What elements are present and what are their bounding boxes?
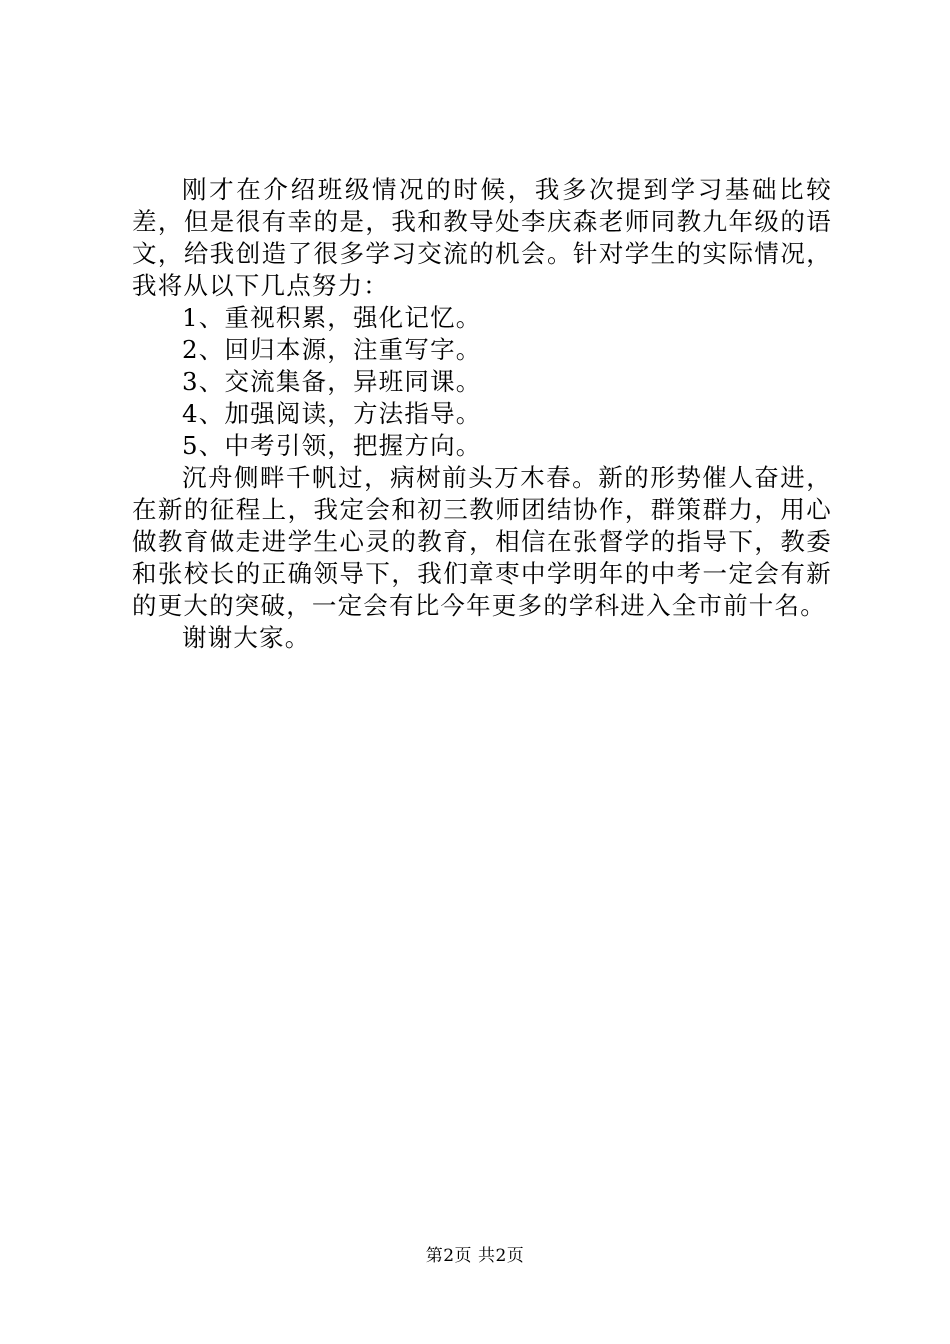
- list-item-2: 2、回归本源，注重写字。: [182, 335, 482, 364]
- paragraph-intro: 刚才在介绍班级情况的时候，我多次提到学习基础比较差，但是很有幸的是，我和教导处李庆森老师同教九年级的语文，给我创造了很多学习交流的机会。针对学生的实际情况，我将从以下几点努力：: [132, 175, 832, 300]
- list-item-1: 1、重视积累，强化记忆。: [182, 303, 482, 332]
- paragraph-conclusion: 沉舟侧畔千帆过，病树前头万木春。新的形势催人奋进，在新的征程上，我定会和初三教师团结协作，群策群力，用心做教育做走进学生心灵的教育，相信在张督学的指导下，教委和张校长的正确领导下，我们章枣中学明年的中考一定会有新的更大的突破，一定会有比今年更多的学科进入全市前十名。: [132, 463, 832, 620]
- document-body: [132, 174, 832, 654]
- paragraph-thanks: 谢谢大家。: [182, 623, 311, 652]
- page-footer: 第2页 共2页: [425, 1246, 525, 1266]
- list-item-5: 5、中考引领，把握方向。: [182, 431, 482, 460]
- list-item-4: 4、加强阅读，方法指导。: [182, 399, 482, 428]
- list-item-3: 3、交流集备，异班同课。: [182, 367, 482, 396]
